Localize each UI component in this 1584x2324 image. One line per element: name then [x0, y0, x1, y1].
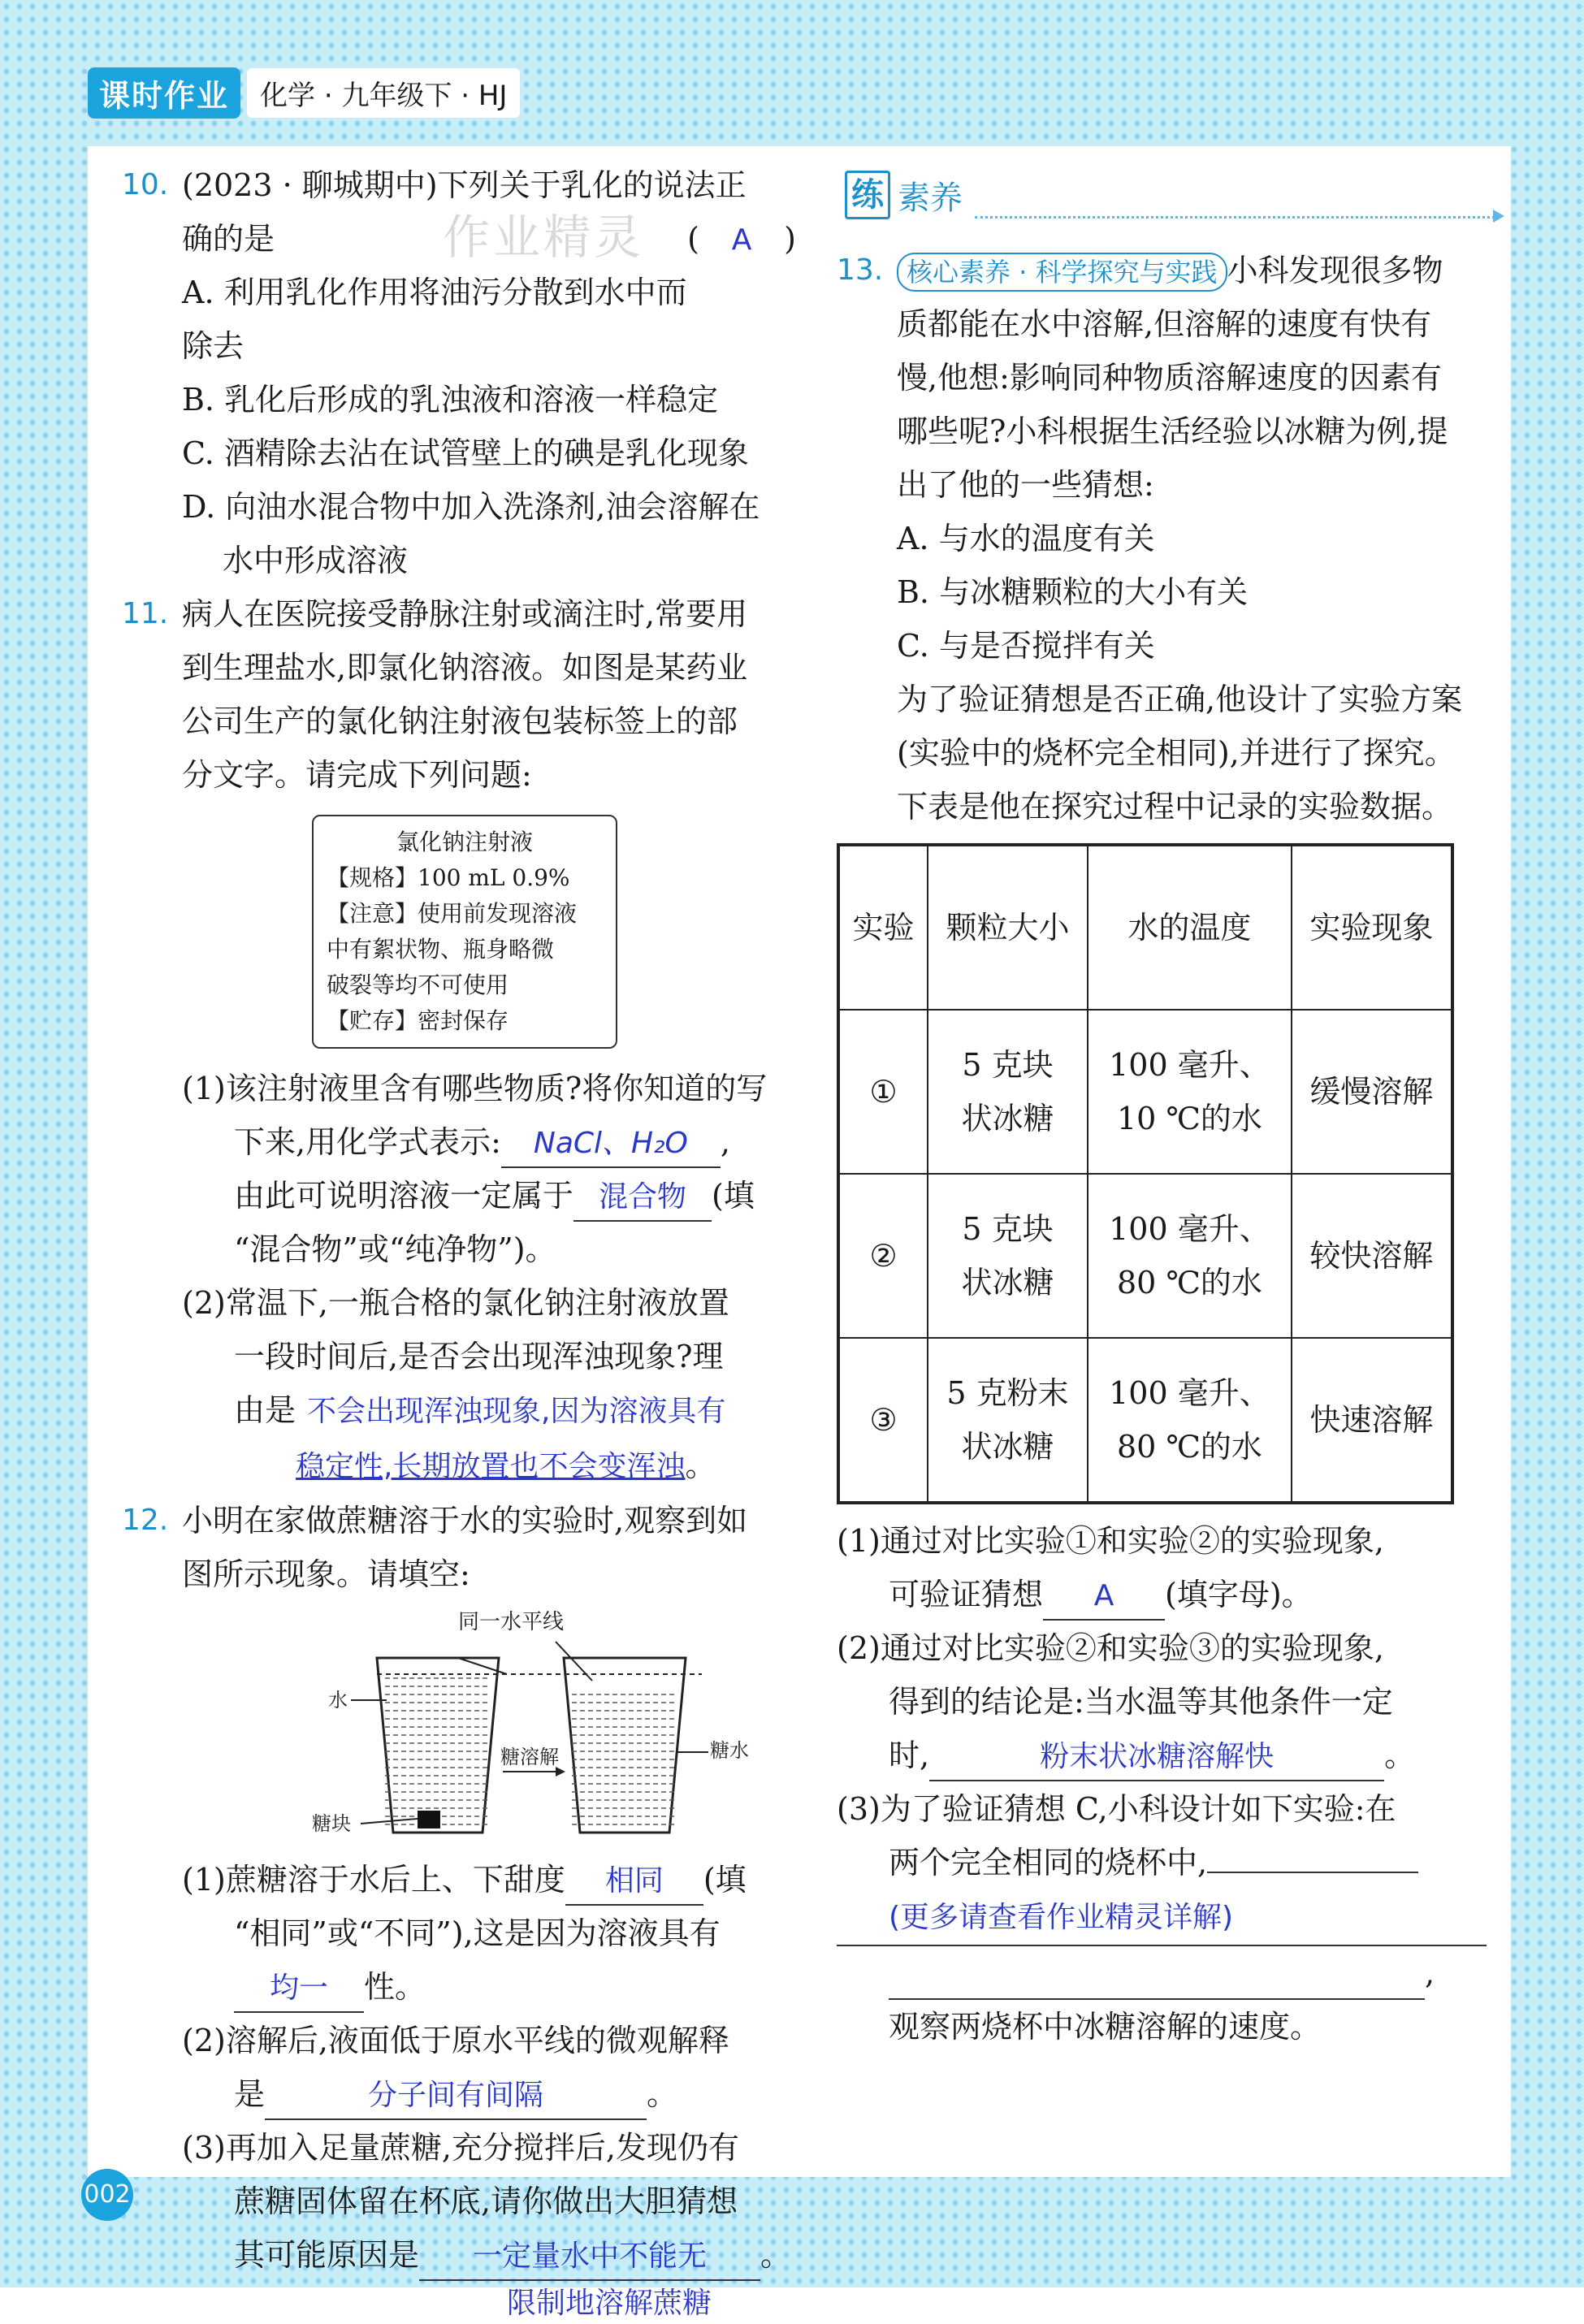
question-11	[122, 587, 796, 1494]
subquestion-1	[182, 1062, 796, 1115]
question-13	[837, 244, 1519, 833]
answer-text: A	[1093, 1579, 1114, 1612]
table-header: 水的温度	[1088, 845, 1292, 1010]
table-row	[838, 1338, 1452, 1503]
subquestion-number: (2)	[837, 1630, 881, 1666]
subquestion-2	[182, 2014, 796, 2067]
left-column	[122, 158, 796, 2324]
question-number: 13.	[837, 253, 884, 287]
guess-b: B. 与冰糖颗粒的大小有关	[897, 574, 1249, 610]
cell-line: 5 克块	[962, 1211, 1054, 1247]
subquestion-number: (1)	[182, 1862, 226, 1898]
subquestion-line	[182, 2067, 796, 2121]
subquestion-text: 下来,用化学式表示:	[234, 1124, 501, 1160]
punct: ,	[720, 1124, 730, 1160]
answer-blank	[234, 1964, 364, 2013]
table-cell	[928, 1174, 1088, 1338]
table-header: 实验	[838, 845, 928, 1010]
answer-text: 分子间有间隔	[368, 2079, 544, 2112]
subquestion-text: 时,	[889, 1738, 930, 1773]
question-number: 10.	[122, 168, 169, 201]
cell-line: 5 克块	[962, 1047, 1054, 1083]
subquestion-text: (填	[703, 1862, 747, 1898]
cell-line: 100 毫升、	[1109, 1211, 1270, 1247]
stem-line: 图所示现象。请填空:	[182, 1556, 470, 1592]
option-c: C. 酒精除去沾在试管壁上的碘是乳化现象	[182, 435, 749, 471]
answer-blank	[929, 1733, 1384, 1781]
sugar-block	[418, 1811, 440, 1828]
watermark: 作业精灵	[443, 210, 645, 265]
question-12	[122, 1494, 796, 2324]
subquestion-line: 观察两烧杯中冰糖溶解的速度。	[889, 2009, 1322, 2045]
question-stem-cont	[182, 212, 796, 266]
paren-open: (	[687, 221, 699, 257]
answer-text: 相同	[604, 1864, 664, 1898]
subquestion-text: 其可能原因是	[234, 2237, 420, 2273]
subquestion-line: “混合物”或“纯净物”)。	[234, 1231, 556, 1267]
answer-line	[837, 1889, 1487, 1946]
subquestion-text: 再加入足量蔗糖,充分搅拌后,发现仍有	[225, 2130, 739, 2166]
answer-blank	[501, 1119, 721, 1168]
guess-c: C. 与是否搅拌有关	[897, 628, 1155, 664]
stem-line: 质都能在水中溶解,但溶解的速度有快有	[897, 306, 1432, 342]
subquestion-3	[182, 2121, 796, 2175]
label-line: 中有絮状物、瓶身略微	[327, 936, 555, 963]
stem-line: 慢,他想:影响同种物质溶解速度的因素有	[897, 360, 1442, 396]
subquestion-text: (填字母)。	[1165, 1577, 1313, 1612]
option-b: B. 乳化后形成的乳浊液和溶液一样稳定	[182, 382, 719, 418]
medicine-label	[312, 815, 617, 1049]
practice-mark-icon: 练	[845, 171, 890, 219]
cell-line: 状冰糖	[961, 1265, 1054, 1300]
answer-text: 一定量水中不能无	[473, 2240, 708, 2273]
answer-blank	[889, 1953, 1425, 2000]
subquestion-line	[182, 1169, 796, 1223]
option-d: D. 向油水混合物中加入洗涤剂,油会溶解在	[182, 489, 760, 525]
subquestion-number: (3)	[837, 1791, 881, 1827]
label-line: 【注意】使用前发现溶液	[327, 900, 578, 927]
answer-text: 粉末状冰糖溶解快	[1040, 1740, 1275, 1773]
subquestion-text: 可验证猜想	[889, 1577, 1044, 1612]
answer-text: (更多请查看作业精灵详解)	[889, 1901, 1234, 1934]
answer-blank	[1207, 1872, 1418, 1873]
series-logo: 课时作业	[88, 67, 240, 119]
subquestion-2	[837, 1621, 1519, 1675]
stem-line: 分文字。请完成下列问题:	[182, 757, 532, 793]
subquestion-text: 溶解后,液面低于原水平线的微观解释	[225, 2023, 729, 2058]
experiment-table	[837, 843, 1454, 1504]
answer-text: 不会出现浑浊现象,因为溶液具有	[307, 1395, 726, 1428]
table-cell: 快速溶解	[1292, 1338, 1452, 1503]
table-cell	[928, 1338, 1088, 1503]
right-column	[837, 244, 1519, 2054]
subquestion-text: 常温下,一瓶合格的氯化钠注射液放置	[225, 1285, 729, 1321]
subquestion-line	[182, 1115, 796, 1169]
punct: ,	[1425, 1955, 1435, 1991]
table-cell: ①	[838, 1010, 928, 1174]
label-title: 氯化钠注射液	[396, 829, 533, 855]
table-cell	[1088, 1174, 1292, 1338]
cell-line: 80 ℃的水	[1116, 1429, 1262, 1465]
answer-blank	[1043, 1572, 1165, 1621]
subquestion-text: 两个完全相同的烧杯中,	[889, 1845, 1208, 1880]
book-subtitle: 化学 · 九年级下 · HJ	[247, 68, 520, 118]
section-title: 素养	[898, 180, 963, 217]
sugar-water	[572, 1687, 677, 1828]
table-row	[838, 1174, 1452, 1338]
punct: 。	[1384, 1738, 1416, 1773]
table-cell: ③	[838, 1338, 928, 1503]
fig-label-top: 同一水平线	[458, 1610, 565, 1634]
subquestion-line: “相同”或“不同”),这是因为溶液具有	[234, 1915, 721, 1951]
subquestion-number: (3)	[182, 2130, 226, 2166]
answer-text: 均一	[269, 1971, 328, 2005]
cell-line: 100 毫升、	[1109, 1375, 1270, 1411]
core-literacy-tag: 核心素养 · 科学探究与实践	[897, 253, 1227, 292]
stem-text: 小科发现很多物	[1227, 253, 1443, 288]
punct: 。	[647, 2076, 678, 2112]
answer-bracket	[687, 212, 796, 267]
stem-line: 为了验证猜想是否正确,他设计了实验方案	[897, 682, 1463, 717]
table-cell: 缓慢溶解	[1292, 1010, 1452, 1174]
question-stem: (2023 · 聊城期中)下列关于乳化的说法正	[182, 167, 747, 203]
subquestion-text: 性。	[364, 1969, 426, 2005]
subquestion-number: (1)	[182, 1071, 226, 1106]
subquestion-line	[182, 1383, 796, 1439]
stem-text: 确的是	[182, 221, 275, 257]
subquestion-line	[837, 1729, 1519, 1782]
label-line: 破裂等均不可使用	[327, 972, 509, 998]
arrow-right-icon	[1493, 210, 1504, 223]
table-cell	[1088, 1338, 1292, 1503]
sugar-dissolve-figure	[312, 1609, 767, 1845]
subquestion-3	[837, 1782, 1519, 1836]
answer-blank	[573, 1173, 712, 1222]
subquestion-text: 该注射液里含有哪些物质?将你知道的写	[225, 1071, 768, 1106]
answer-text: 限制地溶解蔗糖	[507, 2287, 712, 2320]
subquestion-line: 蔗糖固体留在杯底,请你做出大胆猜想	[234, 2183, 738, 2219]
stem-line: 下表是他在探究过程中记录的实验数据。	[897, 789, 1453, 824]
cell-line: 5 克粉末	[946, 1375, 1069, 1411]
answer-text: 混合物	[599, 1180, 687, 1214]
answer-blank	[565, 1857, 703, 1906]
stem-line: 到生理盐水,即氯化钠溶液。如图是某药业	[182, 650, 748, 686]
stem-line: (实验中的烧杯完全相同),并进行了探究。	[897, 735, 1456, 771]
subquestion-text: 通过对比实验①和实验②的实验现象,	[880, 1523, 1384, 1559]
subquestion-text: 为了验证猜想 C,小科设计如下实验:在	[880, 1791, 1396, 1827]
subquestion-line	[182, 1960, 796, 2014]
water-left	[385, 1674, 491, 1828]
subquestion-1	[182, 1853, 796, 1906]
table-cell: 较快溶解	[1292, 1174, 1452, 1338]
option-a: A. 利用乳化作用将油污分散到水中而除去	[182, 275, 687, 364]
subquestion-text: 是	[234, 2076, 266, 2112]
answer-formula: NaCl、H₂O	[533, 1127, 688, 1160]
subquestion-line: 得到的结论是:当水温等其他条件一定	[889, 1684, 1393, 1720]
cell-line: 状冰糖	[961, 1101, 1054, 1136]
question-number: 11.	[122, 597, 169, 630]
cell-line: 80 ℃的水	[1116, 1265, 1262, 1300]
punct: 。	[760, 2237, 792, 2273]
subquestion-2	[182, 1276, 796, 1330]
subquestion-line	[837, 1568, 1519, 1621]
fig-label-sugar-water: 糖水	[710, 1739, 749, 1762]
subquestion-number: (1)	[837, 1523, 881, 1559]
question-10	[122, 158, 796, 587]
fig-label-dissolve: 糖溶解	[500, 1746, 559, 1768]
stem-line: 公司生产的氯化钠注射液包装标签上的部	[182, 703, 738, 739]
answer-line	[837, 1946, 1519, 2000]
stem-line: 小明在家做蔗糖溶于水的实验时,观察到如	[182, 1503, 748, 1539]
cell-line: 状冰糖	[961, 1429, 1054, 1465]
subquestion-line	[182, 2228, 796, 2282]
answer-blank	[419, 2232, 760, 2281]
cell-line: 10 ℃的水	[1116, 1101, 1262, 1136]
cell-line: 100 毫升、	[1109, 1047, 1270, 1083]
table-header: 实验现象	[1292, 845, 1452, 1010]
table-cell	[1088, 1010, 1292, 1174]
punct: 。	[685, 1448, 716, 1483]
subquestion-text: 由是	[234, 1392, 296, 1428]
subquestion-line	[182, 1439, 796, 1494]
table-header: 颗粒大小	[928, 845, 1088, 1010]
label-line: 【贮存】密封保存	[327, 1007, 509, 1034]
subquestion-text: (填	[712, 1178, 755, 1214]
section-divider	[975, 216, 1495, 219]
subquestion-number: (2)	[182, 2023, 226, 2058]
stem-line: 哪些呢?小科根据生活经验以冰糖为例,提	[897, 413, 1448, 449]
table-header-row	[838, 845, 1452, 1010]
stem-line: 病人在医院接受静脉注射或滴注时,常要用	[182, 596, 748, 632]
stem-line	[897, 244, 1519, 297]
question-number: 12.	[122, 1504, 169, 1537]
fig-label-water: 水	[328, 1689, 348, 1712]
subquestion-line: 一段时间后,是否会出现浑浊现象?理	[234, 1339, 724, 1374]
table-row	[838, 1010, 1452, 1174]
answer-text: 稳定性,长期放置也不会变浑浊	[296, 1450, 686, 1483]
subquestion-text: 通过对比实验②和实验③的实验现象,	[880, 1630, 1384, 1666]
subquestion-line	[182, 2282, 796, 2324]
stem-line: 出了他的一些猜想:	[897, 467, 1154, 503]
subquestion-text: 由此可说明溶液一定属于	[234, 1178, 574, 1214]
subquestion-number: (2)	[182, 1285, 226, 1321]
page-number: 002	[81, 2169, 133, 2221]
subquestion-line	[837, 1836, 1519, 1889]
answer-choice: A	[731, 223, 752, 257]
paren-close: )	[784, 221, 796, 257]
label-line: 【规格】100 mL 0.9%	[327, 864, 570, 891]
option-d-cont: 水中形成溶液	[223, 543, 409, 578]
table-cell: ②	[838, 1174, 928, 1338]
page-header	[88, 67, 520, 119]
subquestion-1	[837, 1514, 1519, 1568]
subquestion-text: 蔗糖溶于水后上、下甜度	[225, 1862, 565, 1898]
guess-a: A. 与水的温度有关	[897, 521, 1155, 556]
table-cell	[928, 1010, 1088, 1174]
answer-blank	[265, 2071, 647, 2120]
fig-label-sugar-block: 糖块	[312, 1812, 351, 1835]
